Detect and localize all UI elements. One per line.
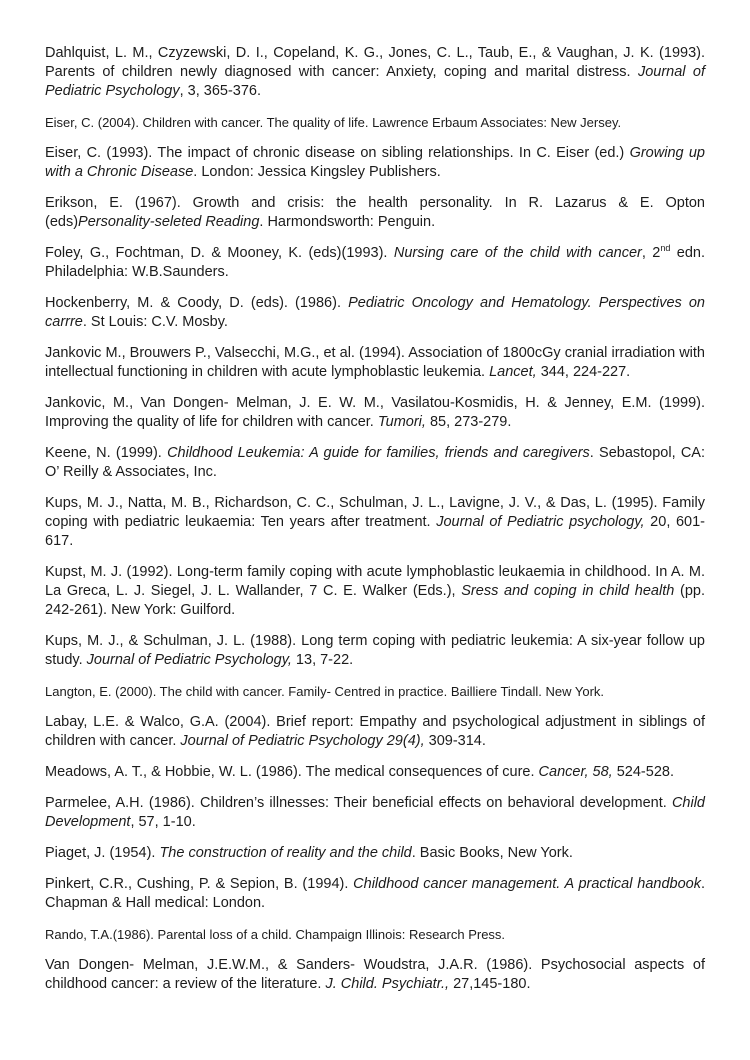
reference-entry <box>45 713 705 751</box>
text-run: Foley, G., Fochtman, D. & Mooney, K. (eds)(1993). <box>45 245 394 261</box>
text-run: Langton, E. (2000). The child with cancer. Family- Centred in practice. Bailliere Tindall. New York. <box>45 684 605 699</box>
reference-entry <box>45 444 705 482</box>
text-run: Kups, M. J., Natta, M. B., Richardson, C. C., Schulman, J. L., Lavigne, J. V., & Das, L. (1995). Family coping with pediatric leukaemia: Ten years after treatment. <box>45 495 705 530</box>
italic-text-run: Journal of Pediatric Psychology <box>45 64 705 99</box>
text-run: 13, 7-22. <box>291 652 354 668</box>
italic-text-run: Personality-seleted Reading <box>78 214 260 230</box>
italic-text-run: Childhood cancer management. A practical handbook <box>353 876 701 892</box>
text-run: . Harmondsworth: Penguin. <box>259 214 436 230</box>
text-run: , 3, 365-376. <box>179 83 262 99</box>
text-run: 524-528. <box>612 764 674 780</box>
text-run: Parmelee, A.H. (1986). Children’s illnesses: Their beneficial effects on behavioral development. <box>45 795 672 811</box>
italic-text-run: Journal of Pediatric psychology, <box>436 514 645 530</box>
text-run: Kupst, M. J. (1992). Long-term family coping with acute lymphoblastic leukaemia in childhood. In A. M. La Greca, L. J. Siegel, J. L. Wallander, 7 C. E. Walker (Eds.), <box>45 564 705 599</box>
text-run: edn. Philadelphia: W.B.Saunders. <box>45 245 705 280</box>
text-run: . St Louis: C.V. Mosby. <box>82 314 228 330</box>
reference-entry <box>45 632 705 670</box>
text-run: Hockenberry, M. & Coody, D. (eds). (1986). <box>45 295 349 311</box>
reference-entry <box>45 113 705 132</box>
text-run: 27,145-180. <box>449 976 531 992</box>
reference-entry <box>45 494 705 551</box>
text-run: Labay, L.E. & Walco, G.A. (2004). Brief report: Empathy and psychological adjustment in siblings of children with cancer. <box>45 714 705 749</box>
text-run: 85, 273-279. <box>425 414 512 430</box>
reference-entry <box>45 394 705 432</box>
italic-text-run: Growing up with a Chronic Disease <box>45 145 705 180</box>
text-run: . Sebastopol, CA: O’ Reilly & Associates, Inc. <box>45 445 706 480</box>
reference-entry <box>45 925 705 944</box>
italic-text-run: Sress and coping in child health <box>461 583 675 599</box>
reference-entry <box>45 763 705 782</box>
reference-entry <box>45 794 705 832</box>
reference-entry <box>45 844 705 863</box>
italic-text-run: Cancer, 58, <box>538 764 613 780</box>
text-run: 344, 224-227. <box>536 364 631 380</box>
text-run: Rando, T.A.(1986). Parental loss of a child. Champaign Illinois: Research Press. <box>45 927 506 942</box>
reference-entry <box>45 244 705 282</box>
italic-text-run: Nursing care of the child with cancer <box>393 245 642 261</box>
text-run: . Chapman & Hall medical: London. <box>45 876 705 911</box>
text-run: Dahlquist, L. M., Czyzewski, D. I., Copeland, K. G., Jones, C. L., Taub, E., & Vaughan, J. K. (1993). Parents of children newly diagnosed with cancer: Anxiety, coping and marital distress. <box>45 45 705 80</box>
text-run: Erikson, E. (1967). Growth and crisis: the health personality. In R. Lazarus & E. Opton (eds) <box>45 195 705 230</box>
italic-text-run: The construction of reality and the child <box>159 845 412 861</box>
references-list <box>45 44 705 994</box>
text-run: Meadows, A. T., & Hobbie, W. L. (1986). The medical consequences of cure. <box>45 764 539 780</box>
text-run: Jankovic M., Brouwers P., Valsecchi, M.G., et al. (1994). Association of 1800cGy cranial irradiation with intellectual functioning in children with acute lymphoblastic leukemia. <box>45 345 705 380</box>
reference-entry <box>45 682 705 701</box>
reference-entry <box>45 956 705 994</box>
text-run: Jankovic, M., Van Dongen- Melman, J. E. W. M., Vasilatou-Kosmidis, H. & Jenney, E.M. (1999). Improving the quality of life for children with cancer. <box>45 395 705 430</box>
text-run: Kups, M. J., & Schulman, J. L. (1988). Long term coping with pediatric leukemia: A six-year follow up study. <box>45 633 705 668</box>
italic-text-run: Journal of Pediatric Psychology 29(4), <box>180 733 425 749</box>
italic-text-run: J. Child. Psychiatr., <box>325 976 450 992</box>
reference-entry <box>45 344 705 382</box>
italic-text-run: Child Development <box>45 795 705 830</box>
reference-entry <box>45 294 705 332</box>
reference-entry <box>45 563 705 620</box>
text-run: , 2 <box>641 245 661 261</box>
text-run: Pinkert, C.R., Cushing, P. & Sepion, B. (1994). <box>45 876 354 892</box>
text-run: 20, 601-617. <box>45 514 705 549</box>
italic-text-run: Journal of Pediatric Psychology, <box>86 652 292 668</box>
text-run: Van Dongen- Melman, J.E.W.M., & Sanders- Woudstra, J.A.R. (1986). Psychosocial aspects of childhood cancer: a review of the literature. <box>45 957 705 992</box>
text-run: Piaget, J. (1954). <box>45 845 160 861</box>
text-run: Eiser, C. (1993). The impact of chronic disease on sibling relationships. In C. Eiser (ed.) <box>45 145 630 161</box>
reference-entry <box>45 44 705 101</box>
text-run: , 57, 1-10. <box>130 814 196 830</box>
reference-entry <box>45 144 705 182</box>
italic-text-run: Childhood Leukemia: A guide for families, friends and caregivers <box>167 445 590 461</box>
text-run: . London: Jessica Kingsley Publishers. <box>193 164 441 180</box>
superscript-text-run: nd <box>660 243 671 254</box>
text-run: (pp. 242-261). New York: Guilford. <box>45 583 706 618</box>
text-run: Keene, N. (1999). <box>45 445 168 461</box>
text-run: 309-314. <box>424 733 486 749</box>
text-run: Eiser, C. (2004). Children with cancer. The quality of life. Lawrence Erbaum Associates: New Jersey. <box>45 115 622 130</box>
reference-entry <box>45 194 705 232</box>
italic-text-run: Pediatric Oncology and Hematology. Perspectives on carrre <box>45 295 705 330</box>
italic-text-run: Tumori, <box>377 414 426 430</box>
reference-entry <box>45 875 705 913</box>
text-run: . Basic Books, New York. <box>411 845 573 861</box>
italic-text-run: Lancet, <box>489 364 537 380</box>
